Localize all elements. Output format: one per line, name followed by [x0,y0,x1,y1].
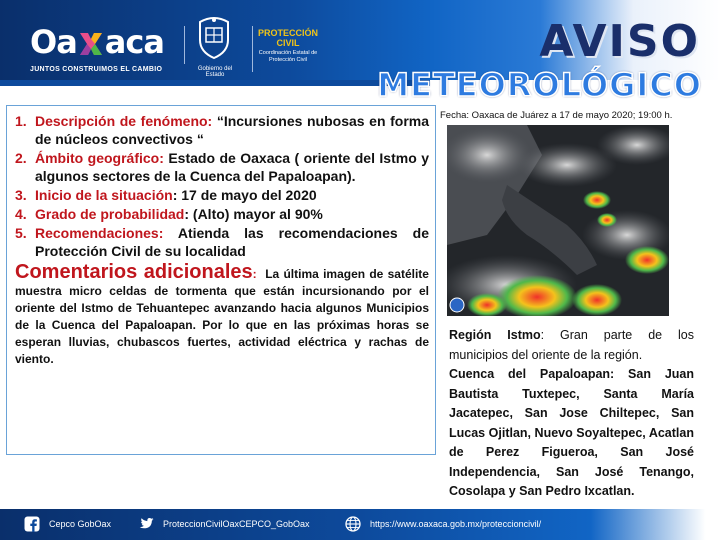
region-cuenca-text: San Juan Bautista Tuxtepec, Santa María Jacatepec, San Jose Chiltepec, San Lucas Ojitlan, Nuevo Soyaltepec, Acatlan de Perez Figueroa, San José Independencia, San José Tenango, Cosolapa y San Pedro Ixcatlan. [449,367,694,498]
web-url: https://www.oaxaca.gob.mx/proteccioncivil/ [370,519,542,529]
facebook-icon [24,516,40,532]
item-text: : 17 de mayo del 2020 [172,187,317,203]
item-text: : (Alto) mayor al 90% [184,206,323,222]
comentarios-adicionales [15,261,429,368]
globe-icon [345,516,361,532]
twitter-icon [138,516,154,532]
footer [0,509,720,540]
bulletin-item [15,224,429,260]
header-divider-2 [252,26,253,72]
item-number: 2. [15,150,27,166]
bulletin-item [15,186,429,204]
bulletin-item [15,205,429,223]
region-istmo [449,326,694,365]
bulletin-date: Fecha: Oaxaca de Juárez a 17 de mayo 2020; 19:00 h. [440,110,673,121]
header [0,0,720,104]
logo-text-end: aca [104,23,164,61]
item-text: “Incursiones nubosas en forma de núcleos convectivos “ [35,113,430,147]
state-shield-icon [196,14,232,60]
facebook-link[interactable] [24,516,111,532]
satellite-image [447,125,669,316]
gobierno-label: Gobierno del Estado [197,66,233,78]
region-istmo-text: : Gran parte de los municipios del oriente de la región. [449,328,695,362]
logo-text-start: Oa [30,23,77,61]
twitter-handle: ProteccionCivilOaxCEPCO_GobOax [163,519,310,529]
page-title-meteorologico: METEOROLÓGICO [377,66,702,104]
proteccion-civil-subtitle: Coordinación Estatal de Protección Civil [258,50,318,63]
bulletin-items [15,112,429,260]
item-body [35,186,429,204]
web-link[interactable] [345,516,541,532]
item-label: Descripción de fenómeno: [35,113,213,129]
pc-title-line1: PROTECCIÓN [258,28,319,38]
item-body [35,149,429,185]
item-number: 4. [15,206,27,222]
item-number: 5. [15,225,27,241]
item-label: Inicio de la situación [35,187,173,203]
item-label: Grado de probabilidad [35,206,185,222]
item-label: Ámbito geográfico: [35,150,164,166]
header-divider [184,26,185,64]
affected-regions [449,326,694,502]
bulletin-item [15,112,429,148]
pc-title-line2: CIVIL [276,38,300,48]
oaxaca-logo [30,22,164,62]
region-cuenca-label: Cuenca del Papaloapan: [449,367,615,381]
item-body [35,112,429,148]
comentarios-colon: : [252,267,257,281]
twitter-link[interactable] [138,516,310,532]
oaxaca-x-logo-icon [78,31,104,57]
proteccion-civil-title [258,28,318,48]
bulletin-item [15,149,429,185]
item-text: Atienda las recomendaciones de Protección Civil de su localidad [35,225,429,259]
facebook-handle: Cepco GobOax [49,519,112,529]
item-body [35,224,429,260]
region-cuenca [449,365,694,502]
header-band-tail [0,80,430,86]
comentarios-text: La última imagen de satélite muestra micro celdas de tormenta que están incursionando por el oriente del Istmo de Tehuantepec avanzando hacia algunos Municipios de la Cuenca del Papaloapan. Por lo que en las próximas horas se esperan lluvias, chubascos fuertes, actividad eléctrica y rachas de viento. [15,267,429,366]
item-number: 1. [15,113,27,129]
region-istmo-label: Región Istmo [449,328,541,342]
item-body [35,205,429,223]
comentarios-title: Comentarios adicionales [15,261,253,283]
page-title-aviso: AVISO [539,16,700,67]
item-number: 3. [15,187,27,203]
slogan: JUNTOS CONSTRUIMOS EL CAMBIO [30,66,163,73]
bulletin-content [6,105,436,455]
item-text: Estado de Oaxaca ( oriente del Istmo y algunos sectores de la Cuenca del Papaloapan). [35,150,429,184]
item-label: Recomendaciones: [35,225,164,241]
